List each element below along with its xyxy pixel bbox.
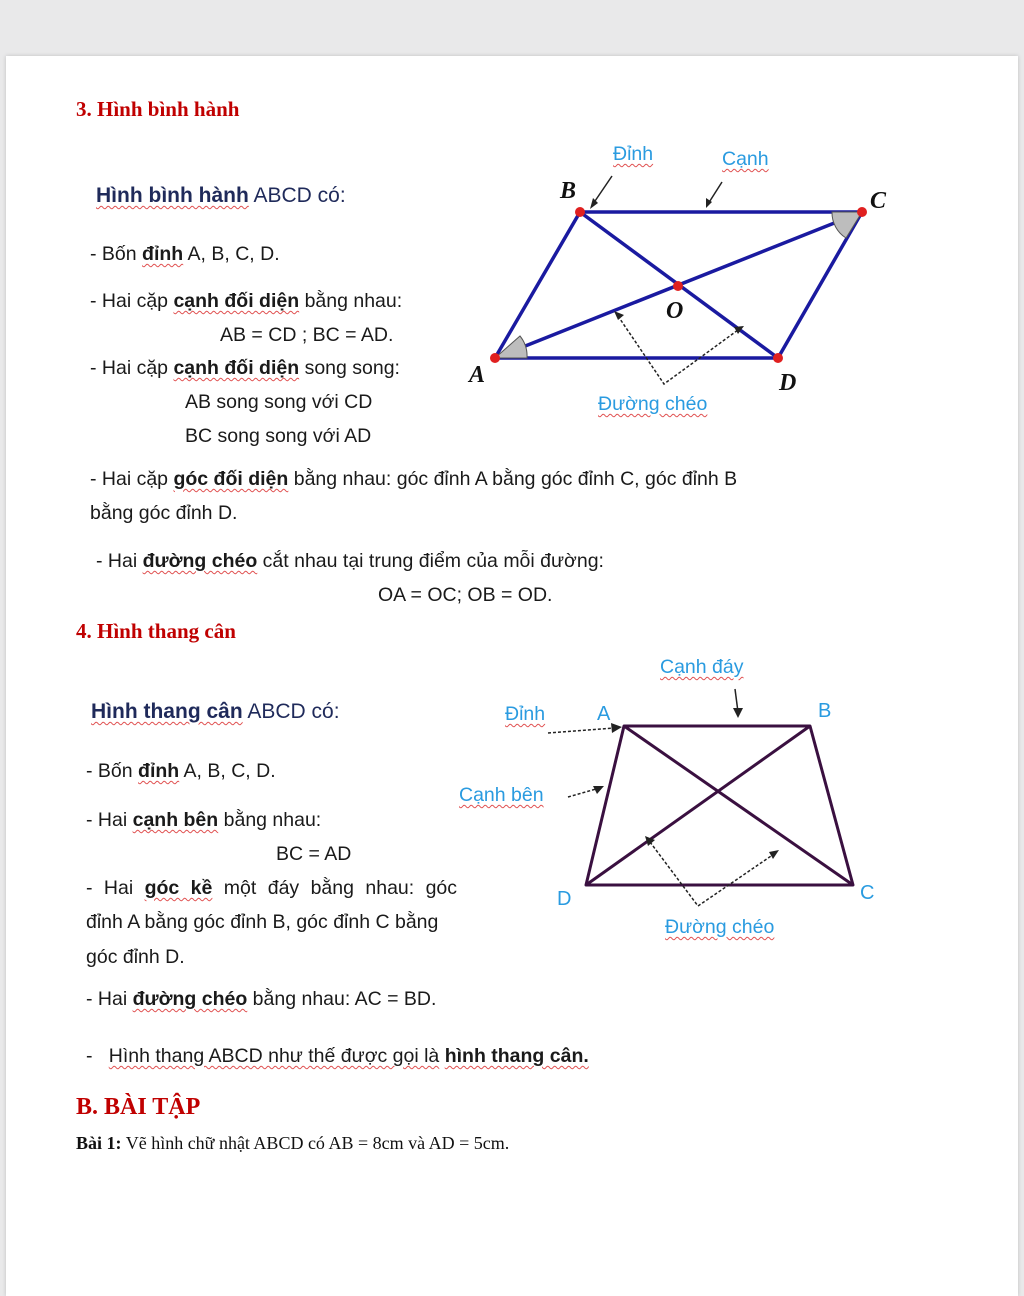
p-line-angles-cont: bằng góc đỉnh D. [90,502,238,524]
dinh-arrow [548,728,614,733]
label-canh: Cạnh [722,148,769,170]
vertex-b-label-2: B [818,700,832,722]
p-line-diagonals: - Hai đường chéo cắt nhau tại trung điểm của mỗi đường: [96,550,604,572]
label-dinh-2: Đỉnh [505,703,546,725]
diagonal-ac [624,726,853,885]
t-line-legs: - Hai cạnh bên bằng nhau: [86,809,322,831]
p-diagonals-eq: OA = OC; OB = OD. [378,584,553,606]
section-3-heading: 3. Hình bình hành [76,97,240,121]
label-canh-ben: Cạnh bên [459,784,544,806]
t-line-angles-cont1: đỉnh A bằng góc đỉnh B, góc đỉnh C bằng [86,911,439,933]
vertex-c-label-2: C [860,882,875,904]
t-line-vertices: - Bốn đỉnh A, B, C, D. [86,760,276,782]
intro-rest: ABCD có: [253,184,346,207]
p-line-parallel-sides: - Hai cặp cạnh đối diện song song: [90,357,400,379]
p-equal-sides-eq: AB = CD ; BC = AD. [220,324,394,346]
p-parallel-ab-cd: AB song song với CD [185,391,373,413]
p-parallel-bc-ad: BC song song với AD [185,425,372,447]
t-line-definition: - Hình thang ABCD như thế được gọi là hình thang cân. [86,1045,589,1067]
label-dinh: Đỉnh [613,143,654,165]
label-duong-cheo-2: Đường chéo [665,916,775,938]
t-line-angles: - Hai góc kề một đáy bằng nhau: góc [86,877,458,899]
t-line-diagonals: - Hai đường chéo bằng nhau: AC = BD. [86,988,437,1010]
p-line-angles: - Hai cặp góc đối diện bằng nhau: góc đỉnh A bằng góc đỉnh C, góc đỉnh B [90,468,738,490]
p-line-vertices: - Bốn đỉnh A, B, C, D. [90,243,280,265]
vertex-d-label: D [779,370,797,396]
canh-ben-arrow [568,789,596,797]
t-line-angles-cont2: góc đỉnh D. [86,946,185,968]
trapezoid-intro: Hình thang cân ABCD có: [91,700,340,723]
p-line-equal-sides: - Hai cặp cạnh đối diện bằng nhau: [90,290,403,312]
vertex-a-label-2: A [597,703,611,725]
section-b-heading: B. BÀI TẬP [76,1094,201,1120]
label-canh-day: Cạnh đáy [660,656,744,678]
vertex-a-label: A [469,362,486,388]
vertex-c-label: C [870,188,887,214]
vertex-d-label-2: D [557,888,572,910]
intro-term: Hình bình hành [96,184,249,207]
exercise-1: Bài 1: Vẽ hình chữ nhật ABCD có AB = 8cm và AD = 5cm. [76,1133,510,1153]
vertex-b-label: B [560,178,577,204]
t-legs-eq: BC = AD [276,843,352,865]
diagonal-arrows [650,842,774,906]
section-4-heading: 4. Hình thang cân [76,619,236,643]
label-duong-cheo: Đường chéo [598,393,708,415]
center-o-label: O [666,298,684,324]
trapezoid-outline [586,726,853,885]
